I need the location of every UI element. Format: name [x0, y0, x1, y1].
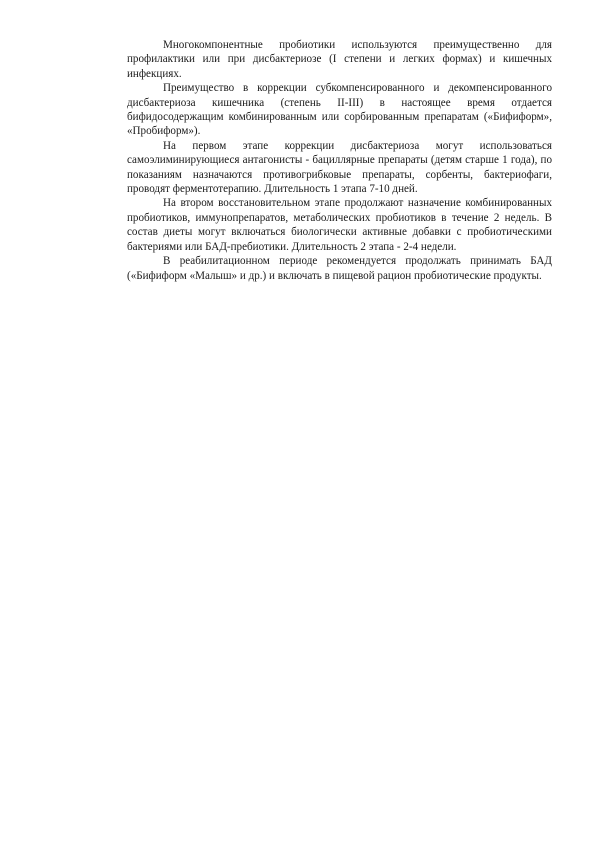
paragraph-rehabilitation-period: В реабилитационном периоде рекомендуется продолжать принимать БАД («Бифиформ «Малыш» и др.) и включать в пищевой рацион пробиотические продукты. — [127, 255, 552, 282]
paragraph-multicomponent-probiotics: Многокомпонентные пробиотики используются преимущественно для профилактики или при дисбактериозе (I степени и легких формах) и кишечных инфекциях. — [127, 39, 552, 80]
paragraph-first-stage: На первом этапе коррекции дисбактериоза могут использоваться самоэлиминирующиеся антагонисты - бациллярные препараты (детям старше 1 года), по показаниям назначаются противогрибковые препараты, сорбенты, бактериофаги, проводят ферментотерапию. Длительность 1 этапа 7-10 дней. — [127, 139, 552, 196]
paragraph-second-stage: На втором восстановительном этапе продолжают назначение комбинированных пробиотиков, иммунопрепаратов, метаболических пробиотиков в течение 2 недель. В состав диеты могут включаться биологически активные добавки с пробиотическими бактериями или БАД-пребиотики. Длительность 2 этапа - 2-4 недели. — [127, 197, 552, 253]
body-text — [127, 38, 552, 283]
paragraph-correction-advantage: Преимущество в коррекции субкомпенсированного и декомпенсированного дисбактериоза кишечника (степень II-III) в настоящее время отдается бифидосодержащим комбинированным или сорбированным препаратам («Бифиформ», «Пробиформ»). — [127, 82, 552, 138]
